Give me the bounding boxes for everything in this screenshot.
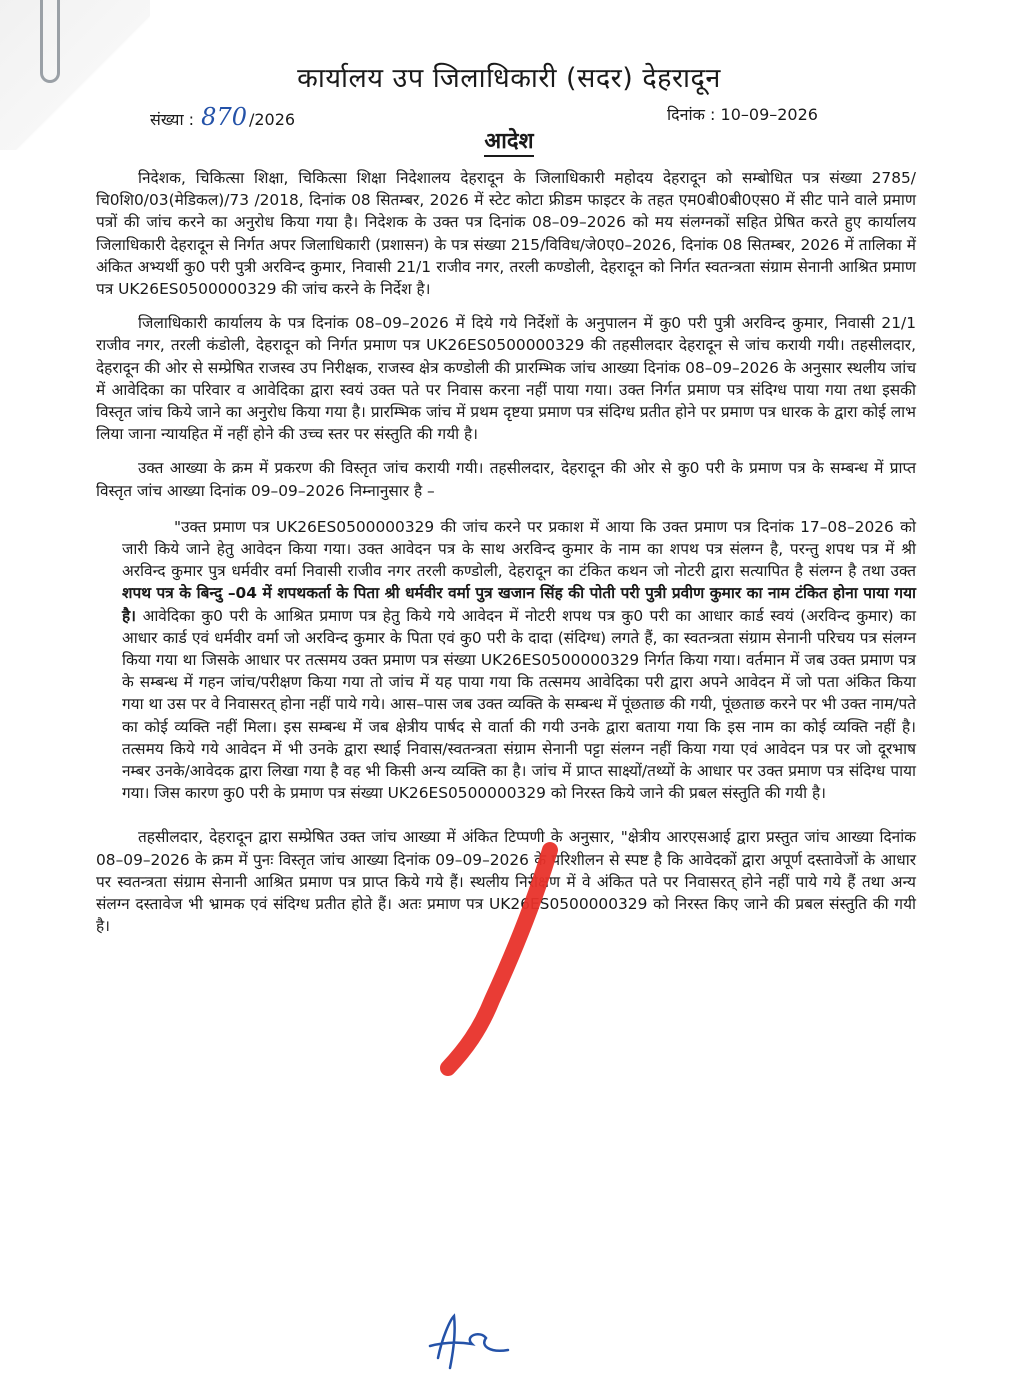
order-body <box>96 167 916 950</box>
paragraph-2: जिलाधिकारी कार्यालय के पत्र दिनांक 08–09–2026 में दिये गये निर्देशों के अनुपालन में कु0 परी पुत्री अरविन्द कुमार, निवासी 21/1 राजीव नगर, तरली कंडोली, देहरादून को निर्गत प्रमाण पत्र UK26ES0500000329 की तहसीलदार देहरादून से जांच करायी गयी। तहसीलदार, देहरादून की ओर से सम्प्रेषित राजस्व उप निरीक्षक, राजस्व क्षेत्र कण्डोली की प्रारम्भिक जांच आख्या दिनांक 08–09–2026 के अनुसार स्थलीय जांच में आवेदिका का परिवार व आवेदिका द्वारा स्वयं उक्त पते पर निवास करना नहीं पाया गया। उक्त निर्गत प्रमाण पत्र संदिग्ध पाया गया तथा इसकी विस्तृत जांच किये जाने का अनुरोध किया गया है। प्रारम्भिक जांच में प्रथम दृष्टया प्रमाण पत्र संदिग्ध प्रतीत होने पर प्रमाण पत्र धारक के द्वारा कोई लाभ लिया जाना न्यायहित में नहीं होने की उच्च स्तर पर संस्तुति की गयी है। <box>96 314 916 444</box>
order-title: आदेश <box>0 125 1018 155</box>
paragraph-5: तहसीलदार, देहरादून द्वारा सम्प्रेषित उक्त जांच आख्या में अंकित टिप्पणी के अनुसार, "क्षेत्रीय आरएसआई द्वारा प्रस्तुत जांच आख्या दिनांक 08–09–2026 के क्रम में पुनः विस्तृत जांच आख्या दिनांक 09–09–2026 के परिशीलन से स्पष्ट है कि आवेदकों द्वारा अपूर्ण दस्तावेजों के आधार पर स्वतन्त्रता संग्राम सेनानी आश्रित प्रमाण पत्र प्राप्त किये गये हैं। स्थलीय निरीक्षण में वे अंकित पते पर निवासरत् होने नहीं पाये गये हैं तथा अन्य संलग्न दस्तावेज भी भ्रामक एवं संदिग्ध प्रतीत होते हैं। अतः प्रमाण पत्र UK26ES0500000329 को निरस्त किए जाने की प्रबल संस्तुति की गयी है। <box>96 828 916 936</box>
paragraph-3: उक्त आख्या के क्रम में प्रकरण की विस्तृत जांच करायी गयी। तहसीलदार, देहरादून की ओर से कु0 परी के प्रमाण पत्र के सम्बन्ध में प्राप्त विस्तृत जांच आख्या दिनांक 09–09–2026 निम्नानुसार है – <box>96 459 916 500</box>
office-header: कार्यालय उप जिलाधिकारी (सदर) देहरादून <box>297 63 721 94</box>
quoted-report <box>96 516 916 805</box>
quote-part-a: "उक्त प्रमाण पत्र UK26ES0500000329 की जांच करने पर प्रकाश में आया कि उक्त प्रमाण पत्र दिनांक 17–08–2026 को जारी किये जाने हेतु आवेदन किया गया। उक्त आवेदन पत्र के साथ अरविन्द कुमार के नाम का शपथ पत्र संलग्न है, परन्तु शपथ पत्र में श्री अरविन्द कुमार पुत्र धर्मवीर वर्मा निवासी राजीव नगर तरली कण्डोली, देहरादून का टंकित कथन जो नोटरी द्वारा सत्यापित है संलग्न है तथा उक्त <box>122 517 916 581</box>
red-marker-stroke <box>430 840 580 1080</box>
paragraph-1: निदेशक, चिकित्सा शिक्षा, चिकित्सा शिक्षा निदेशालय देहरादून के जिलाधिकारी महोदय देहरादून को सम्बोधित पत्र संख्या 2785/चि0शि0/03(मेडिकल)/73 /2018, दिनांक 08 सितम्बर, 2026 में स्टेट कोटा फ्रीडम फाइटर के तहत एम0बी0बी0एस0 में सीट पाने वाले प्रमाण पत्रों की जांच करने का अनुरोध किया गया है। निदेशक के उक्त पत्र दिनांक 08–09–2026 को मय संलग्नकों सहित प्रेषित करते हुए कार्यालय जिलाधिकारी देहरादून से निर्गत अपर जिलाधिकारी (प्रशासन) के पत्र संख्या 215/विविध/जे0ए0–2026, दिनांक 08 सितम्बर, 2026 में तालिका में अंकित अभ्यर्थी कु0 परी पुत्री अरविन्द कुमार, निवासी 21/1 राजीव नगर, तरली कण्डोली, देहरादून को निर्गत स्वतन्त्रता संग्राम सेनानी आश्रित प्रमाण पत्र UK26ES0500000329 की जांच करने के निर्देश है। <box>96 169 916 299</box>
quote-part-b: आवेदिका कु0 परी के आश्रित प्रमाण पत्र हेतु किये गये आवेदन में नोटरी शपथ पत्र कु0 परी का आधार कार्ड स्वयं (अरविन्द कुमार) का आधार कार्ड एवं धर्मवीर वर्मा जो अरविन्द कुमार के पिता एवं कु0 परी के दादा (संदिग्ध) लगते हैं, का स्वतन्त्रता संग्राम सेनानी परिचय पत्र संलग्न किया गया था जिसके आधार पर तत्समय उक्त प्रमाण पत्र संख्या UK26ES0500000329 निर्गत किया गया। वर्तमान में जब उक्त प्रमाण पत्र के सम्बन्ध में गहन जांच/परीक्षण किया गया तो जांच में यह पाया गया कि तत्समय आवेदिका परी द्वारा अपने आवेदन में जो पता अंकित किया गया था उस पर वे निवासरत् होना नहीं पाये गये। आस–पास जब उक्त व्यक्ति के सम्बन्ध में पूंछताछ की गयी, पूंछताछ करने पर भी उक्त नाम/पते का कोई व्यक्ति नहीं मिला। इस सम्बन्ध में जब क्षेत्रीय पार्षद से वार्ता की गयी उनके द्वारा बताया गया कि इस नाम का कोई व्यक्ति नहीं है। तत्समय किये गये आवेदन में भी उनके द्वारा स्थाई निवास/स्वतन्त्रता संग्राम सेनानी पट्टा संलग्न नहीं किया गया एवं आवेदन पत्र पर जो दूरभाष नम्बर उनके/आवेदक द्वारा लिखा गया है वह भी किसी अन्य व्यक्ति का है। जांच में प्राप्त साक्ष्यों/तथ्यों के आधार पर उक्त प्रमाण पत्र संदिग्ध पाया गया। जिस कारण कु0 परी के प्रमाण पत्र संख्या UK26ES0500000329 को निरस्त किये जाने की प्रबल संस्तुति की गयी है। <box>122 606 916 803</box>
reference-handwritten-number: 870 <box>201 103 247 131</box>
date-label: दिनांक : <box>667 105 716 124</box>
reference-label: संख्या : <box>150 110 195 129</box>
signature <box>420 1308 520 1378</box>
reference-year: /2026 <box>248 110 296 129</box>
quote-bold-finding: शपथ पत्र के बिन्दु –04 में शपथकर्ता के पिता श्री धर्मवीर वर्मा पुत्र खजान सिंह की पोती परी पुत्री प्रवीण कुमार का नाम टंकित होना पाया गया है। <box>122 584 916 625</box>
order-date <box>667 103 818 125</box>
date-value: 10–09–2026 <box>720 105 818 124</box>
